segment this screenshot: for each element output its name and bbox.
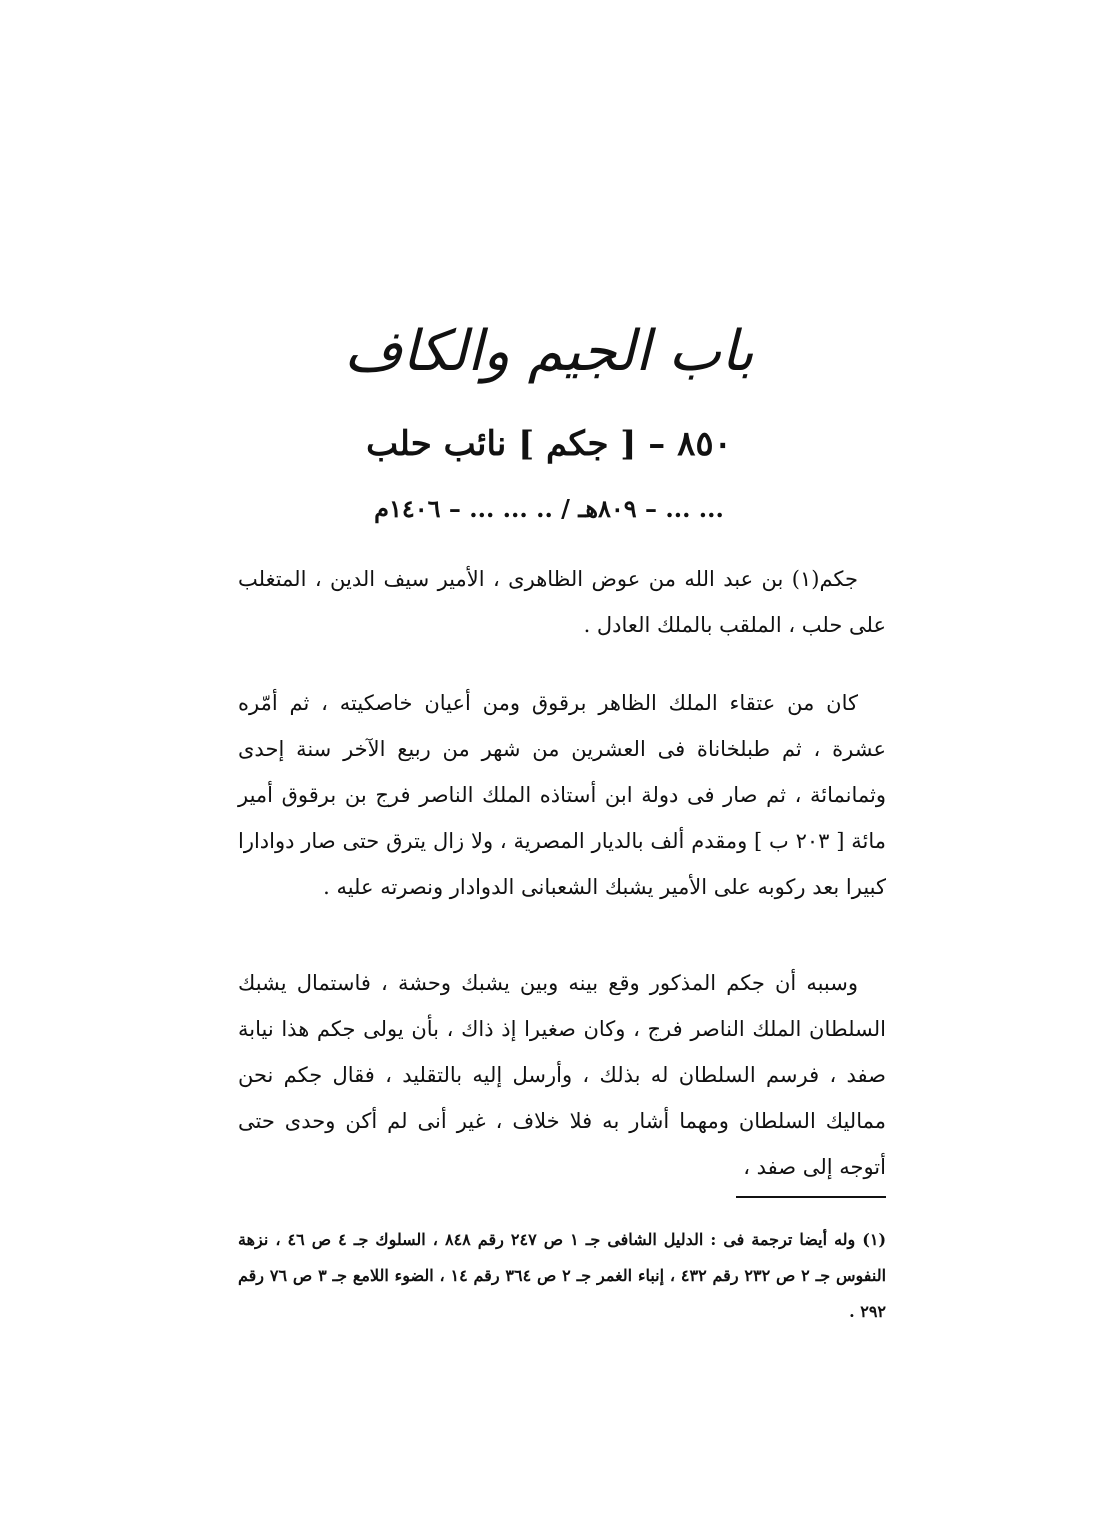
- footnote-divider: [736, 1196, 886, 1198]
- paragraph-2-text: كان من عتقاء الملك الظاهر برقوق ومن أعيان خاصكيته ، ثم أمّره عشرة ، ثم طبلخاناة فى العشرين من شهر من ربيع الآخر سنة إحدى وثمانمائة ، ثم صار فى دولة ابن أستاذه الملك الناصر فرج بن برقوق أمير مائة [ ٢٠٣ ب ] ومقدم ألف بالديار المصرية ، ولا زال يترق حتى صار دوادارا كبيرا بعد ركوبه على الأمير يشبك الشعبانى الدوادار ونصرته عليه .: [238, 691, 887, 899]
- entry-date-line: ... ... – ٨٠٩هـ / .. ... ... – ١٤٠٦م: [374, 494, 724, 523]
- paragraph-1-text: جكم(١) بن عبد الله من عوض الظاهرى ، الأمير سيف الدين ، المتغلب على حلب ، الملقب بالملك العادل .: [238, 567, 886, 637]
- chapter-title: باب الجيم والكاف: [344, 319, 754, 384]
- paragraph-3: [238, 960, 886, 1190]
- paragraph-1: [238, 556, 886, 648]
- paragraph-3-text: وسببه أن جكم المذكور وقع بينه وبين يشبك وحشة ، فاستمال يشبك السلطان الملك الناصر فرج ، وكان صغيرا إذ ذاك ، بأن يولى جكم هذا نيابة صفد ، فرسم السلطان له بذلك ، وأرسل إليه بالتقليد ، فقال جكم نحن مماليك السلطان ومهما أشار به فلا خلاف ، غير أنى لم أكن وحدى حتى أتوجه إلى صفد ،: [238, 971, 886, 1179]
- paragraph-2: [238, 680, 886, 910]
- footnote-1: (١) وله أيضا ترجمة فى : الدليل الشافى جـ ١ ص ٢٤٧ رقم ٨٤٨ ، السلوك جـ ٤ ص ٤٦ ، نزهة النفوس جـ ٢ ص ٢٣٢ رقم ٤٣٢ ، إنباء الغمر جـ ٢ ص ٣٦٤ رقم ١٤ ، الضوء اللامع جـ ٣ ص ٧٦ رقم ٢٩٢ .: [238, 1230, 887, 1321]
- entry-heading: ٨٥٠ – [ جكم ] نائب حلب: [366, 424, 732, 464]
- footnotes: [238, 1222, 886, 1330]
